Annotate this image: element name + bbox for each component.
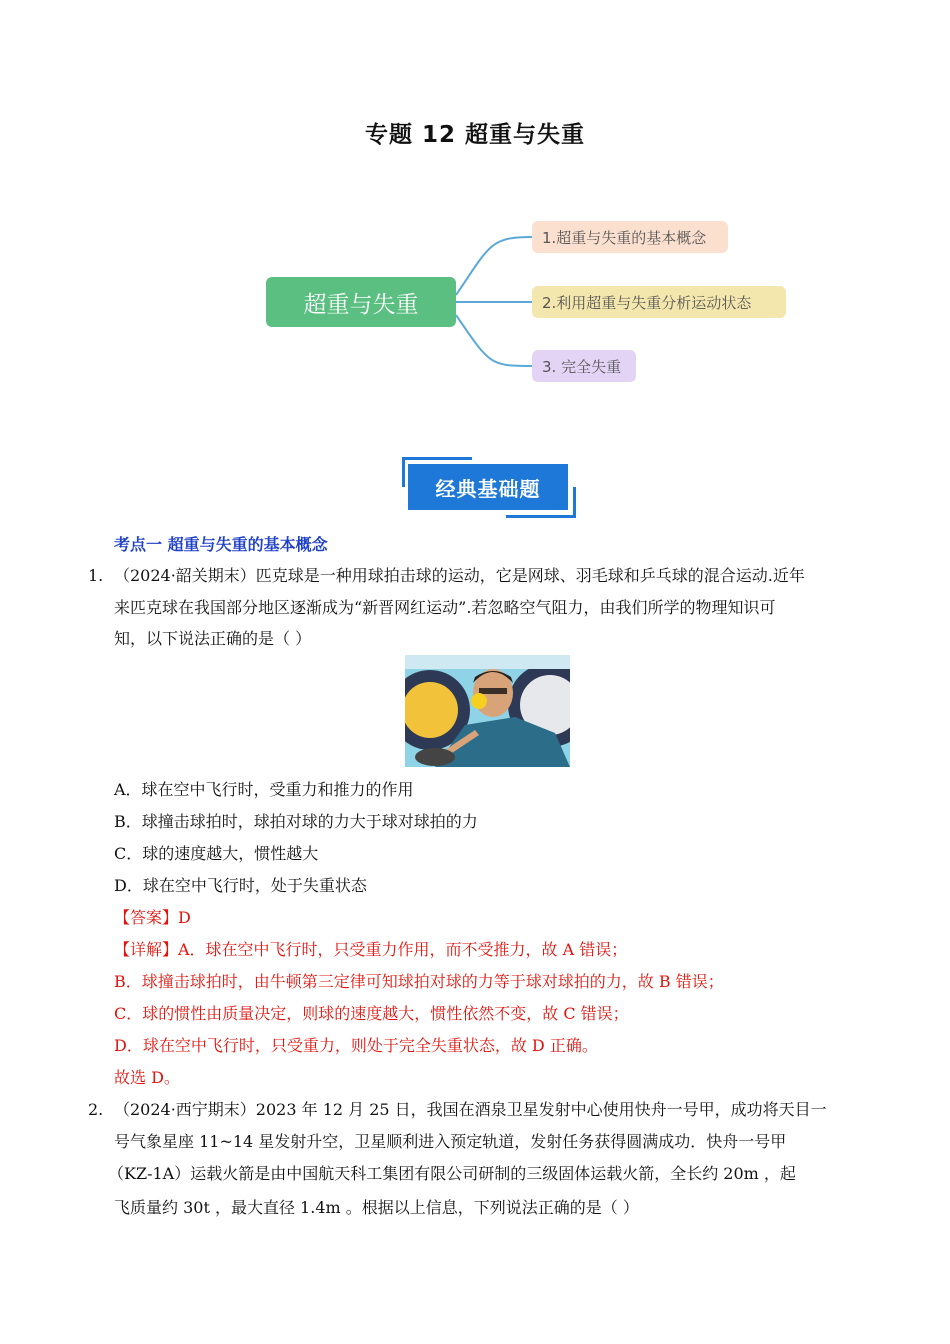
document-title: 专题 12 超重与失重 [364,122,586,148]
question-1-option-d: D．球在空中飞行时，处于失重状态 [114,876,367,895]
question-1-explain-a: 【详解】A．球在空中飞行时，只受重力作用，而不受推力，故 A 错误； [114,940,628,959]
question-1-line-2: 来匹克球在我国部分地区逐渐成为“新晋网红运动”.若忽略空气阻力，由我们所学的物理知识可 [114,598,776,617]
question-2-line-4: 飞质量约 30t ，最大直径 1.4m 。根据以上信息，下列说法正确的是（ ） [114,1198,639,1217]
mind-map-node-motion-analysis: 2.利用超重与失重分析运动状态 [532,286,786,318]
question-1-option-b: B．球撞击球拍时，球拍对球的力大于球对球拍的力 [114,812,478,831]
mind-map-node-basic-concepts: 1.超重与失重的基本概念 [532,221,728,253]
question-1-answer: 【答案】D [114,908,191,927]
question-1-option-c: C．球的速度越大，惯性越大 [114,844,319,863]
question-1-explain-d: D．球在空中飞行时，只受重力，则处于完全失重状态，故 D 正确。 [114,1036,598,1055]
question-2-line-2: 号气象星座 11~14 星发射升空，卫星顺利进入预定轨道，发射任务获得圆满成功．快舟一号甲 [114,1132,787,1151]
question-1-line-3: 知，以下说法正确的是（ ） [114,629,312,648]
question-1-explain-b: B．球撞击球拍时，由牛顿第三定律可知球拍对球的力等于球对球拍的力，故 B 错误； [114,972,724,991]
mind-map [260,215,800,395]
question-1-conclusion: 故选 D。 [114,1068,180,1087]
mind-map-root: 超重与失重 [266,277,456,327]
mind-map-node-complete-weightlessness: 3. 完全失重 [532,350,636,382]
question-2-number: 2. [88,1100,104,1119]
banner-label: 经典基础题 [408,464,568,510]
question-1-line-1: （2024·韶关期末）匹克球是一种用球拍击球的运动，它是网球、羽毛球和乒乓球的混合运动.近年 [114,566,805,585]
question-2-line-1: （2024·西宁期末）2023 年 12 月 25 日，我国在酒泉卫星发射中心使用快舟一号甲，成功将天目一 [114,1100,827,1119]
question-2-line-3: （KZ-1A）运载火箭是由中国航天科工集团有限公司研制的三级固体运载火箭，全长约 20m ，起 [108,1164,796,1183]
pickleball-player-photo [405,655,570,767]
question-1-number: 1. [88,566,104,585]
question-1-option-a: A．球在空中飞行时，受重力和推力的作用 [114,780,414,799]
section-banner [400,455,578,521]
question-1-explain-c: C．球的惯性由质量决定，则球的速度越大，惯性依然不变，故 C 错误； [114,1004,629,1023]
section-heading: 考点一 超重与失重的基本概念 [114,535,328,554]
